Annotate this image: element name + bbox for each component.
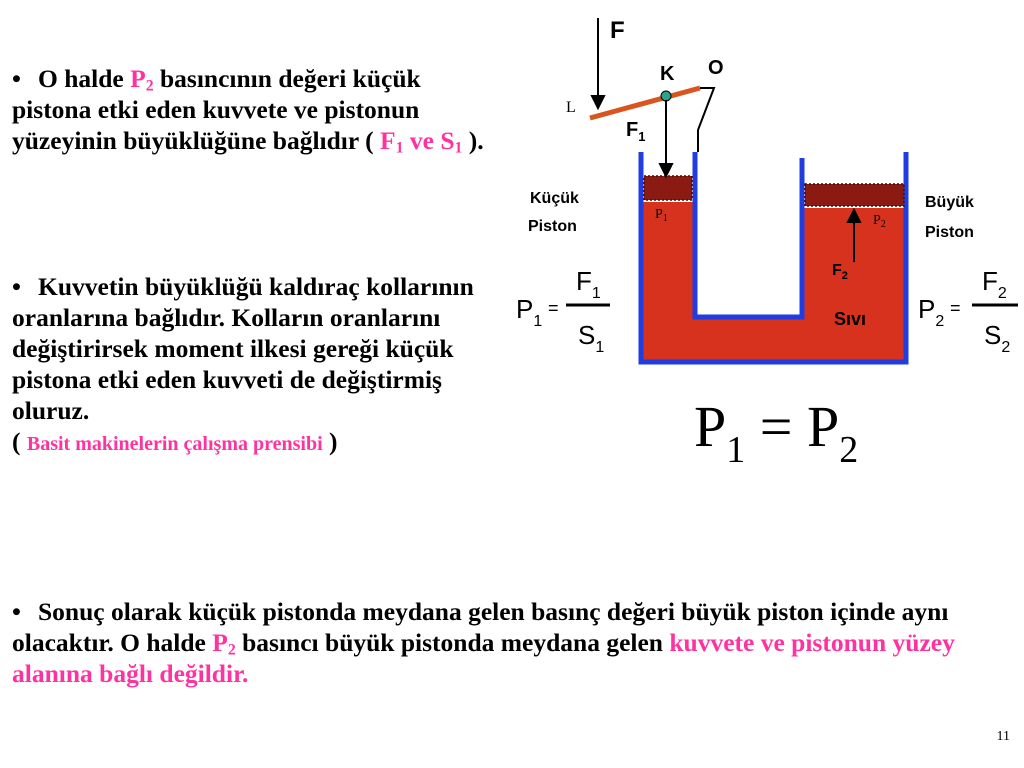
label-small-piston-1: Küçük bbox=[530, 190, 579, 207]
small-piston bbox=[644, 176, 692, 200]
label-k: K bbox=[660, 63, 675, 85]
bullet-marker: • bbox=[12, 272, 21, 301]
label-o: O bbox=[708, 57, 724, 79]
label-p2: $P_2$ bbox=[873, 213, 886, 230]
pressure-equality-equation: $P_1 = P_2$ bbox=[694, 394, 859, 471]
text-fragment: Sonuç olarak küçük pistonda meydana gelen basınç değeri büyük piston içinde aynı olacaktır. O halde bbox=[12, 597, 949, 657]
page-number: 11 bbox=[996, 729, 1010, 744]
highlight-text: kuvvete ve pistonun yüzey alanına bağlı değildir. bbox=[12, 628, 955, 688]
formula-p1-eq: = bbox=[548, 298, 559, 318]
label-large-piston-2: Piston bbox=[925, 224, 974, 241]
label-liquid: Sıvı bbox=[834, 309, 867, 329]
s1-symbol: $S_1$ bbox=[440, 126, 463, 157]
label-large-piston-1: Büyük bbox=[925, 194, 974, 211]
label-f2: $F_2$ bbox=[832, 262, 848, 282]
bullet-marker: • bbox=[12, 64, 21, 93]
label-l: L bbox=[566, 99, 576, 116]
text-fragment: ). bbox=[462, 126, 484, 155]
formula-p1-den: $S_1$ bbox=[578, 320, 605, 356]
label-small-piston-2: Piston bbox=[528, 218, 577, 235]
p2-symbol: $P_2$ bbox=[212, 628, 236, 659]
formula-p2-num: $F_2$ bbox=[982, 266, 1007, 302]
formula-p2-eq: = bbox=[950, 298, 961, 318]
liquid-body bbox=[641, 202, 906, 362]
close-paren: ) bbox=[322, 427, 338, 456]
note-text: Basit makinelerin çalışma prensibi bbox=[26, 433, 323, 455]
formula-p1-num: $F_1$ bbox=[576, 266, 601, 302]
formula-p2-den: $S_2$ bbox=[984, 320, 1011, 356]
large-piston bbox=[805, 184, 904, 206]
text-fragment: basıncının değeri küçük pistona etki eden kuvvete ve pistonun yüzeyinin büyüklüğüne bağlıdır ( bbox=[12, 64, 421, 155]
formula-p2-lhs: $P_2$ bbox=[918, 294, 945, 330]
ve-word: ve bbox=[403, 126, 441, 155]
p2-symbol: $P_2$ bbox=[130, 64, 154, 95]
label-f1: $F_1$ bbox=[626, 119, 646, 144]
force-f1-arrow bbox=[660, 100, 672, 176]
text-fragment: O halde bbox=[38, 64, 131, 93]
open-paren: ( bbox=[12, 427, 27, 456]
bullet-paragraph-3 bbox=[12, 596, 1012, 689]
f1-symbol: $F_1$ bbox=[380, 126, 404, 157]
label-f: F bbox=[610, 17, 625, 44]
text-fragment: Kuvvetin büyüklüğü kaldıraç kollarının oranlarına bağlıdır. Kolların oranlarını değiştirirsek moment ilkesi gereği küçük pistona etki eden kuvveti de değiştirmiş oluruz. bbox=[12, 272, 474, 425]
formula-p1-lhs: $P_1$ bbox=[516, 294, 543, 330]
lever bbox=[590, 88, 714, 152]
force-f-arrow bbox=[592, 18, 604, 108]
formula-p1 bbox=[516, 266, 610, 356]
text-fragment: basıncı büyük pistonda meydana gelen bbox=[235, 628, 670, 657]
formula-p2 bbox=[918, 266, 1018, 356]
label-p1: $P_1$ bbox=[655, 207, 668, 224]
bullet-marker: • bbox=[12, 597, 21, 626]
